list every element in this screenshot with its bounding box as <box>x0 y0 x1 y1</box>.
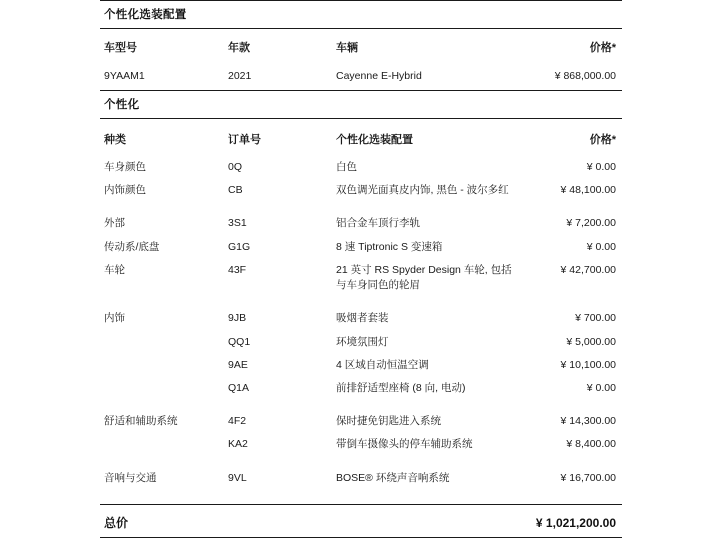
option-description: 环境氛围灯 <box>336 335 389 348</box>
header-model-code: 车型号 <box>104 42 137 54</box>
option-order-number: 9AE <box>228 358 248 371</box>
table-row <box>100 212 622 235</box>
document-sheet <box>100 0 622 538</box>
vehicle-name: Cayenne E-Hybrid <box>336 70 422 82</box>
table-row-gap <box>100 297 622 307</box>
option-category <box>100 331 224 354</box>
option-category: 车身颜色 <box>104 161 146 173</box>
vehicle-model-year: 2021 <box>228 70 252 82</box>
table-row-gap <box>100 202 622 212</box>
section-title-personalization: 个性化 <box>104 99 140 111</box>
header-category: 种类 <box>104 134 126 146</box>
option-category: 内饰 <box>104 312 125 325</box>
option-description: 8 速 Tiptronic S 变速箱 <box>336 240 443 253</box>
option-description: 吸烟者套装 <box>336 312 389 325</box>
option-order-number: 4F2 <box>228 415 247 428</box>
option-price: ¥ 14,300.00 <box>560 415 616 428</box>
option-category: 车轮 <box>104 263 125 276</box>
option-price: ¥ 700.00 <box>575 312 616 325</box>
option-order-number: QQ1 <box>228 335 251 348</box>
option-price: ¥ 7,200.00 <box>566 217 616 230</box>
option-category: 外部 <box>104 217 125 230</box>
table-row-gap <box>100 457 622 467</box>
header-model-year: 年款 <box>228 42 250 54</box>
table-row <box>100 410 622 433</box>
option-order-number: Q1A <box>228 381 250 394</box>
option-category: 音响与交通 <box>104 471 157 484</box>
total-value: ¥ 1,021,200.00 <box>535 515 616 530</box>
option-description: 21 英寸 RS Spyder Design 车轮, 包括与车身同色的轮眉 <box>336 263 512 292</box>
table-row <box>100 354 622 377</box>
table-row <box>100 331 622 354</box>
option-price: ¥ 16,700.00 <box>560 471 616 484</box>
table-row <box>100 179 622 202</box>
option-category <box>100 354 224 377</box>
option-order-number: 43F <box>228 263 247 276</box>
option-category: 传动系/底盘 <box>104 240 160 253</box>
divider-below-total <box>100 537 622 538</box>
option-order-number: 0Q <box>228 161 243 173</box>
option-description: 铝合金车顶行李轨 <box>336 217 420 230</box>
section-title-personalization-config: 个性化选装配置 <box>104 9 187 21</box>
option-description: 白色 <box>336 161 357 173</box>
option-order-number: G1G <box>228 240 251 253</box>
vehicle-row <box>100 64 622 90</box>
option-description: 4 区域自动恒温空调 <box>336 358 429 371</box>
option-price: ¥ 5,000.00 <box>566 335 616 348</box>
total-row <box>100 505 622 537</box>
table-row <box>100 307 622 330</box>
option-category <box>100 377 224 400</box>
option-description: 带倒车摄像头的停车辅助系统 <box>336 438 473 451</box>
table-row <box>100 156 622 179</box>
table-row <box>100 467 622 490</box>
option-description: 保时捷免钥匙进入系统 <box>336 415 441 428</box>
header-order-number: 订单号 <box>228 134 261 146</box>
vehicle-price: ¥ 868,000.00 <box>554 70 616 82</box>
header-description: 个性化选装配置 <box>336 134 413 146</box>
option-order-number: 9VL <box>228 471 247 484</box>
option-price: ¥ 10,100.00 <box>560 358 616 371</box>
vehicle-model-code: 9YAAM1 <box>104 70 145 82</box>
table-row <box>100 259 622 297</box>
table-row <box>100 433 622 456</box>
option-category: 舒适和辅助系统 <box>104 415 178 428</box>
table-row-gap-cell <box>100 400 622 410</box>
header-option-price: 价格* <box>589 134 616 146</box>
option-price: ¥ 42,700.00 <box>560 263 616 276</box>
option-price: ¥ 8,400.00 <box>566 438 616 451</box>
total-label: 总价 <box>104 515 129 530</box>
table-row <box>100 377 622 400</box>
option-description: BOSE® 环绕声音响系统 <box>336 471 450 484</box>
option-order-number: 3S1 <box>228 217 247 230</box>
vehicle-table <box>100 29 622 90</box>
header-price: 价格* <box>589 42 616 54</box>
option-order-number: 9JB <box>228 312 247 325</box>
option-price: ¥ 0.00 <box>586 381 616 394</box>
option-category: 内饰颜色 <box>104 184 146 197</box>
option-order-number: KA2 <box>228 438 248 451</box>
options-table-header-row <box>100 121 622 156</box>
option-price: ¥ 48,100.00 <box>560 184 616 197</box>
header-vehicle: 车辆 <box>336 42 358 54</box>
options-table-body <box>100 156 622 490</box>
option-description: 双色调光面真皮内饰, 黑色 - 波尔多红 <box>336 184 509 197</box>
option-category <box>100 433 224 456</box>
table-row <box>100 236 622 259</box>
table-row-gap <box>100 400 622 410</box>
table-row-gap-cell <box>100 202 622 212</box>
option-order-number: CB <box>228 184 243 197</box>
divider-under-personalization-title <box>100 118 622 119</box>
option-price: ¥ 0.00 <box>586 161 616 173</box>
options-table <box>100 121 622 490</box>
table-row-gap-cell <box>100 457 622 467</box>
vehicle-table-header-row <box>100 29 622 64</box>
option-description: 前排舒适型座椅 (8 向, 电动) <box>336 381 466 394</box>
table-row-gap-cell <box>100 297 622 307</box>
option-price: ¥ 0.00 <box>586 240 616 253</box>
